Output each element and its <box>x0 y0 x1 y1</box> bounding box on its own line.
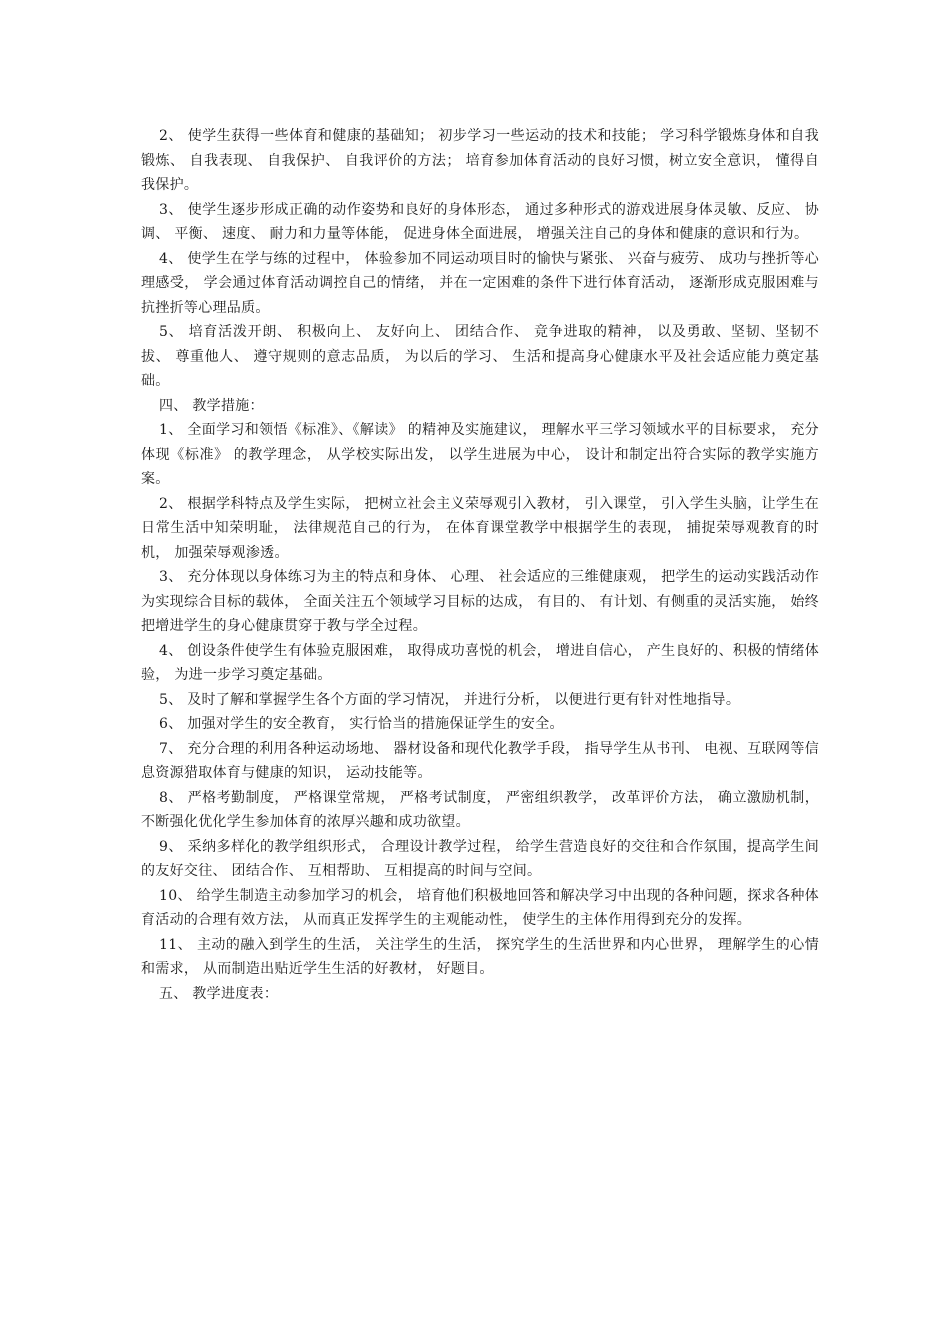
paragraph-measure-7: 7、 充分合理的利用各种运动场地、 器材设备和现代化教学手段， 指导学生从书刊、 电视、互联网等信息资源猎取体育与健康的知识， 运动技能等。 <box>141 740 819 781</box>
paragraph-measure-11: 11、 主动的融入到学生的生活， 关注学生的生活， 探究学生的生活世界和内心世界， 理解学生的心情和需求， 从而制造出贴近学生生活的好教材， 好题目。 <box>141 936 819 977</box>
paragraph-measure-6: 6、 加强对学生的安全教育， 实行恰当的措施保证学生的安全。 <box>159 716 564 732</box>
section-heading-teaching-measures: 四、 教学措施： <box>159 397 264 414</box>
paragraph-measure-8: 8、 严格考勤制度， 严格课堂常规， 严格考试制度， 严密组织教学， 改革评价方法， 确立激励机制， 不断强化优化学生参加体育的浓厚兴趣和成功欲望。 <box>141 789 819 830</box>
paragraph-goal-3: 3、 使学生逐步形成正确的动作姿势和良好的身体形态， 通过多种形式的游戏进展身体灵敏、反应、 协调、 平衡、 速度、 耐力和力量等体能， 促进身体全面进展， 增强关注自己的身体和健康的意识和行为。 <box>141 201 819 242</box>
paragraph-goal-2: 2、 使学生获得一些体育和健康的基础知； 初步学习一些运动的技术和技能； 学习科学锻炼身体和自我锻炼、 自我表现、 自我保护、 自我评价的方法； 培育参加体育活动的良好习惯，树立安全意识， 懂得自我保护。 <box>141 128 819 193</box>
paragraph-measure-9: 9、 采纳多样化的教学组织形式， 合理设计教学过程， 给学生营造良好的交往和合作氛围，提高学生间的友好交往、 团结合作、 互相帮助、 互相提高的时间与空间。 <box>141 838 819 879</box>
paragraph-measure-4: 4、 创设条件使学生有体验克服困难， 取得成功喜悦的机会， 增进自信心， 产生良好的、积极的情绪体验， 为进一步学习奠定基础。 <box>141 642 819 683</box>
section-heading-schedule: 五、 教学进度表： <box>159 985 279 1002</box>
paragraph-measure-2: 2、 根据学科特点及学生实际， 把树立社会主义荣辱观引入教材， 引入课堂， 引入学生头脑，让学生在日常生活中知荣明耻， 法律规范自己的行为， 在体育课堂教学中根据学生的表现， 捕捉荣辱观教育的时机， 加强荣辱观渗透。 <box>141 495 819 561</box>
paragraph-measure-10: 10、 给学生制造主动参加学习的机会， 培育他们积极地回答和解决学习中出现的各种问题，探求各种体育活动的合理有效方法， 从而真正发挥学生的主观能动性， 使学生的主体作用得到充分的发挥。 <box>141 887 819 928</box>
paragraph-goal-4: 4、 使学生在学与练的过程中， 体验参加不同运动项目时的愉快与紧张、 兴奋与疲劳、 成功与挫折等心理感受， 学会通过体育活动调控自己的情绪， 并在一定困难的条件下进行体育活动， 逐渐形成克服困难与抗挫折等心理品质。 <box>141 250 819 316</box>
paragraph-goal-5: 5、 培育活泼开朗、 积极向上、 友好向上、 团结合作、 竞争进取的精神， 以及勇敢、坚韧、坚韧不拔、 尊重他人、 遵守规则的意志品质， 为以后的学习、 生活和提高身心健康水平及社会适应能力奠定基础。 <box>141 324 819 389</box>
paragraph-measure-5: 5、 及时了解和掌握学生各个方面的学习情况， 并进行分析， 以便进行更有针对性地指导。 <box>159 691 741 708</box>
paragraph-measure-3: 3、 充分体现以身体练习为主的特点和身体、 心理、 社会适应的三维健康观， 把学生的运动实践活动作为实现综合目标的载体， 全面关注五个领域学习目标的达成， 有目的、 有计划、有侧重的灵活实施， 始终把增进学生的身心健康贯穿于教与学全过程。 <box>141 569 819 634</box>
paragraph-measure-1: 1、 全面学习和领悟《标准》、《解读》 的精神及实施建议， 理解水平三学习领域水平的目标要求， 充分体现《标准》 的教学理念， 从学校实际出发， 以学生进展为中心， 设计和制定出符合实际的教学实施方案。 <box>141 422 819 487</box>
document-body <box>141 124 819 1006</box>
